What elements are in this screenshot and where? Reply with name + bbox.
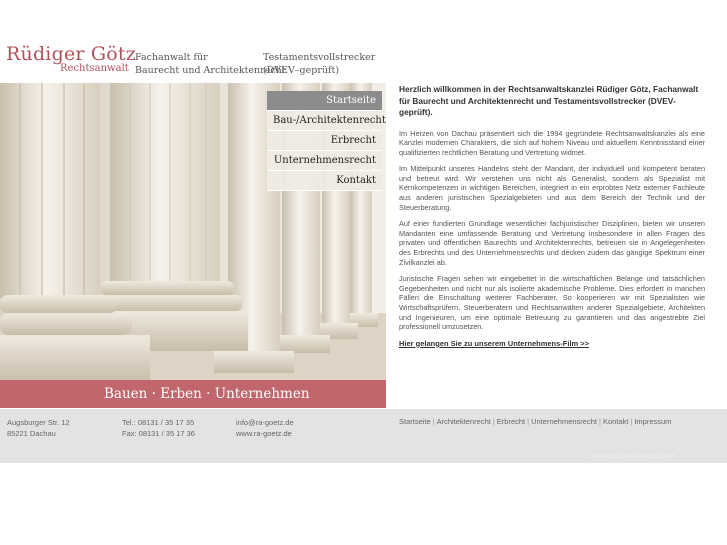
intro-paragraph-2: Im Mittelpunkt unseres Handelns steht der Mandant, der individuell und kompetent beraten und betreut wird. Wir verstehen uns nicht als Generalist, sondern als Spezialist mit Kernkompetenzen in wichtigen Bereichen, integriert in ein erprobtes Netz externer Fachleute aus anderen juristischen Spezialgebieten und aus dem Bereich der Technik und der Steuerberatung. xyxy=(399,164,705,212)
main-nav xyxy=(267,91,386,191)
nav-item-kontakt[interactable]: Kontakt xyxy=(267,171,382,191)
tagline-banner: Bauen · Erben · Unternehmen xyxy=(0,380,386,408)
nav-item-bau-architektenrecht[interactable]: Bau-/Architektenrecht xyxy=(267,111,382,131)
specialty-line-1: Fachanwalt für xyxy=(135,52,208,63)
logo-name[interactable]: Rüdiger Götz xyxy=(6,43,136,65)
footer-link-startseite[interactable]: Startseite xyxy=(399,417,431,426)
executor-block xyxy=(263,51,375,77)
design-credit[interactable]: Gestaltung Gert Fürstlich GmbH xyxy=(589,454,675,460)
footer-link-architektenrecht[interactable]: Architektenrecht xyxy=(436,417,491,426)
footer-email-link[interactable]: info@ra-goetz.de xyxy=(236,418,294,427)
nav-item-erbrecht[interactable]: Erbrecht xyxy=(267,131,382,151)
header xyxy=(0,0,727,82)
footer xyxy=(0,409,727,463)
logo-title: Rechtsanwalt xyxy=(60,63,129,74)
nav-item-unternehmensrecht[interactable]: Unternehmensrecht xyxy=(267,151,382,171)
footer-link-kontakt[interactable]: Kontakt xyxy=(602,417,629,426)
executor-line-1: Testamentsvollstrecker xyxy=(263,52,376,63)
footer-web-link[interactable]: www.ra-goetz.de xyxy=(236,429,292,438)
intro-paragraph-1: Im Herzen von Dachau präsentiert sich die 1994 gegründete Rechtsanwaltskanzlei als eine Kanzlei modernen Charakters, die sich auf hohem Niveau und aktuellem Kenntnisstand einer qualifizierten rechtlichen Beratung und Vertretung widmet. xyxy=(399,128,705,157)
executor-line-2: (DVEV–geprüft) xyxy=(263,65,340,76)
footer-fax: Fax: 08131 / 35 17 36 xyxy=(122,429,195,438)
footer-online xyxy=(236,417,294,439)
specialty-line-2: Baurecht und Architektenrecht xyxy=(135,65,286,76)
company-film-link[interactable]: Hier gelangen Sie zu unserem Unternehmens-Film >> xyxy=(399,338,590,348)
footer-street: Augsburger Str. 12 xyxy=(7,418,70,427)
footer-city: 85221 Dachau xyxy=(7,429,56,438)
footer-link-impressum[interactable]: Impressum xyxy=(634,417,672,426)
footer-phone xyxy=(122,417,195,439)
nav-item-startseite[interactable]: Startseite xyxy=(267,91,382,111)
intro-paragraph-3: Auf einer fundierten Grundlage wesentlicher fachjuristischer Disziplinen, bieten wir unseren Mandanten eine umfassende Beratung und Vertretung insbesondere in allen Fragen des privaten und öffentlichen Baurechts und Architektenrechts, betreuen sie in Angelegenheiten des Erbrechts und des Unternehmensrechts und decken zudem das gängige Spektrum einer Zivilkanzlei ab. xyxy=(399,219,705,267)
hero-image xyxy=(0,83,386,408)
footer-link-erbrecht[interactable]: Erbrecht xyxy=(496,417,526,426)
main-content xyxy=(399,84,705,348)
footer-address xyxy=(7,417,70,439)
footer-tel: Tel.: 08131 / 35 17 35 xyxy=(122,418,195,427)
intro-paragraph-4: Juristische Fragen sehen wir eingebettet in die wirtschaftlichen Belange und tatsächlichen Gegebenheiten und nicht nur als isolierte akademische Probleme. Dies erfordert in manchen Fällen die Einschaltung weiterer Fachberater. So kooperieren wir mit Spezialisten wie Wirtschaftsprüfern, Steuerberatern und Rechtsanwälten anderer Spezialgebiete, Architekten und Ingenieuren, um eine optimale Betreuung zu garantieren und das angestrebte Ziel professionell umzusetzen. xyxy=(399,274,705,332)
footer-nav: Startseite | Architektenrecht | Erbrecht | Unternehmensrecht | Kontakt | Impressum xyxy=(399,417,672,426)
footer-link-unternehmensrecht[interactable]: Unternehmensrecht xyxy=(531,417,597,426)
page-heading: Herzlich willkommen in der Rechtsanwaltskanzlei Rüdiger Götz, Fachanwalt für Baurecht und Architektenrecht und Testamentsvollstrecker (DVEV-geprüft). xyxy=(399,84,699,117)
